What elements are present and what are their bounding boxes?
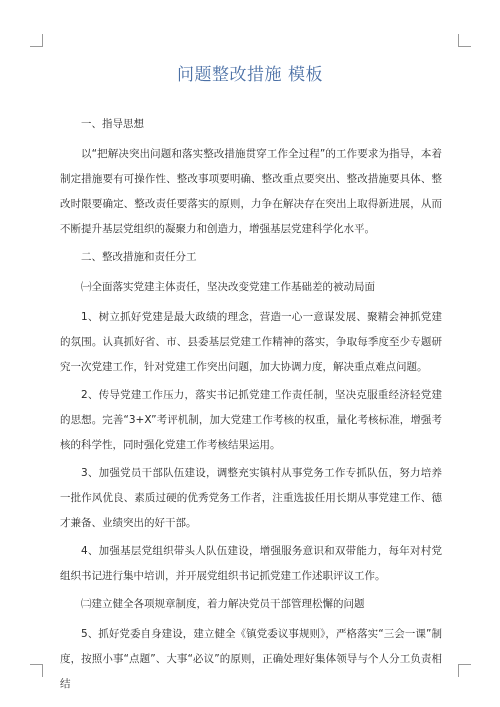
paragraph-item-2: 2、传导党建工作压力，落实书记抓党建工作责任制，坚决克服重经济轻党建的思想。完善“3+X”考评机制，加大党建工作考核的权重，量化考核标准，增强考核的科学性，同时强化党建工作考核结果运用。 — [60, 389, 442, 451]
document-body — [60, 112, 442, 700]
paragraph-item-3: 3、加强党员干部队伍建设，调整充实镇村从事党务工作专抓队伍，努力培养一批作风优良、素质过硬的优秀党务工作者，注重选拔任用长期从事党建工作、德才兼备、业绩突出的好干部。 — [60, 467, 442, 529]
crop-mark-bottom-left — [30, 664, 43, 677]
crop-mark-top-right — [458, 34, 471, 47]
subsection-heading-2: ㈡建立健全各项规章制度，着力解决党员干部管理松懈的问题 — [81, 598, 365, 610]
section-heading-guiding-ideology: 一、指导思想 — [81, 118, 144, 130]
paragraph-guiding-ideology: 以“把解决突出问题和落实整改措施贯穿工作全过程”的工作要求为指导，本着制定措施要有可操作性、整改事项要明确、整改重点要突出、整改措施要具体、整改时限要确定、整改责任要落实的原则，力争在解决存在突出上取得新进展，从而不断提升基层党组织的凝聚力和创造力，增强基层党建科学化水平。 — [60, 148, 442, 235]
document-title: 问题整改措施 模板 — [177, 65, 323, 85]
paragraph-item-5: 5、抓好党委自身建设，建立健全《镇党委议事规则》，严格落实“三会一课”制度，按照小事“点题”、大事“必议”的原则，正确处理好集体领导与个人分工负责相结 — [60, 628, 442, 690]
paragraph-item-4: 4、加强基层党组织带头人队伍建设，增强服务意识和双带能力，每年对村党组织书记进行集中培训，并开展党组织书记抓党建工作述职评议工作。 — [60, 545, 442, 582]
subsection-heading-1: ㈠全面落实党建主体责任，坚决改变党建工作基础差的被动局面 — [81, 281, 375, 293]
section-heading-measures: 二、整改措施和责任分工 — [81, 251, 197, 263]
crop-mark-bottom-right — [458, 664, 471, 677]
paragraph-item-1: 1、树立抓好党建是最大政绩的理念，营造一心一意谋发展、聚精会神抓党建的氛围。认真抓好省、市、县委基层党建工作精神的落实，争取每季度至少专题研究一次党建工作，针对党建工作突出问题，加大协调力度，解决重点难点问题。 — [60, 311, 442, 373]
crop-mark-top-left — [30, 34, 43, 47]
